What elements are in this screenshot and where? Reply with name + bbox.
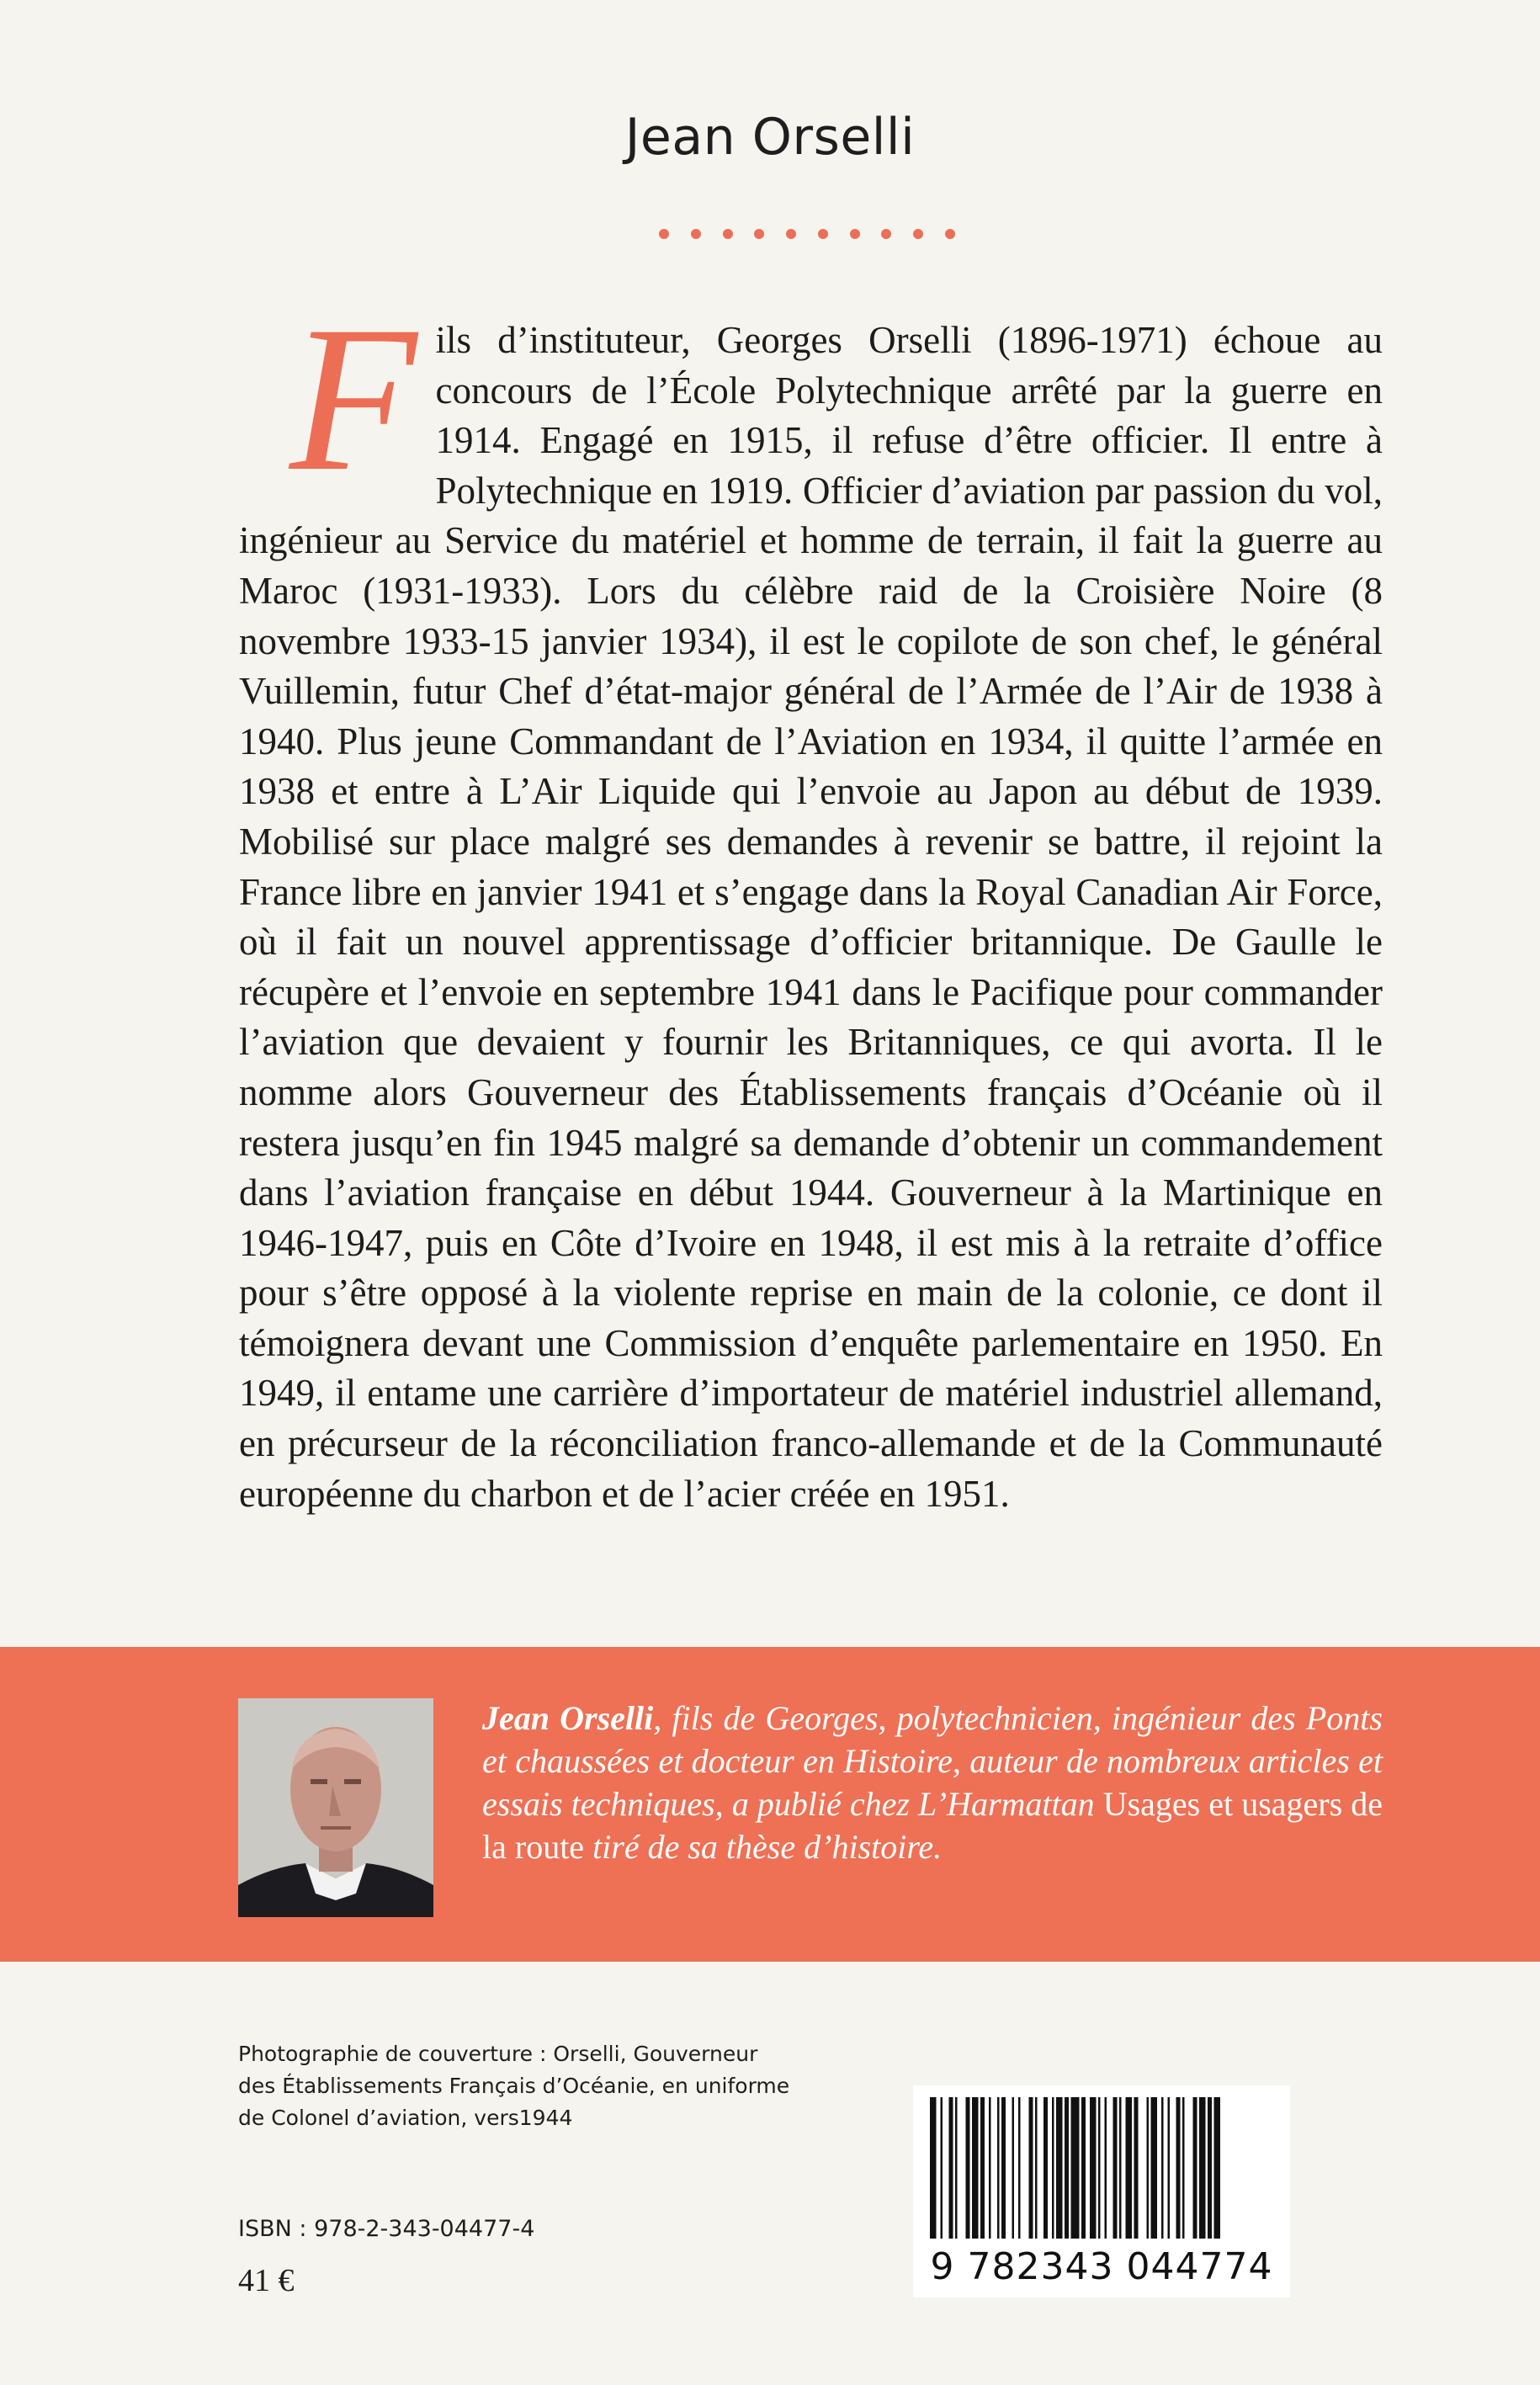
barcode-bar bbox=[1168, 2097, 1171, 2239]
blurb-text: ils d’instituteur, Georges Orselli (1896-1971) échoue au concours de l’École Polytechnique arrêté par la guerre en 1914. Engagé en 1915, il refuse d’être officier. Il entre à Polytechnique en 1919. Officier d’aviation par passion du vol, ingénieur au Service du matériel et homme de terrain, il fait la guerre au Maroc (1931-1933). Lors du célèbre raid de la Croisière Noire (8 novembre 1933-15 janvier 1934), il est le copilote de son chef, le général Vuillemin, futur Chef d’état-major général de l’Armée de l’Air de 1938 à 1940. Plus jeune Commandant de l’Aviation en 1934, il quitte l’armée en 1938 et entre à L’Air Liquide qui l’envoie au Japon au début de 1939. Mobilisé sur place malgré ses demandes à revenir se battre, il rejoint la France libre en janvier 1941 et s’engage dans la Royal Canadian Air Force, où il fait un nouvel apprentissage d’officier britannique. De Gaulle le récupère et l’envoie en septembre 1941 dans le Pacifique pour commander l’aviation que devaient y fournir les Britanniques, ce qui avorta. Il le nomme alors Gouverneur des Établissements français d’Océanie où il restera jusqu’en fin 1945 malgré sa demande d’obtenir un commandement dans l’aviation française en début 1944. Gouverneur à la Martinique en 1946-1947, puis en Côte d’Ivoire en 1948, il est mis à la retraite d’office pour s’être opposé à la violente reprise en main de la colonie, ce dont il témoignera devant une Commission d’enquête parlementaire en 1950. En 1949, il entame une carrière d’importateur de matériel industriel allemand, en précurseur de la réconciliation franco-allemande et de la Communauté européenne du charbon et de l’acier créée en 1951. bbox=[239, 319, 1383, 1515]
caption-line: des Établissements Français d’Océanie, en uniforme bbox=[238, 2074, 790, 2098]
back-cover-blurb bbox=[239, 283, 1383, 1519]
separator-dot bbox=[850, 229, 860, 239]
author-bio-text-2: tiré de sa thèse d’histoire. bbox=[584, 1828, 943, 1866]
barcode-bar bbox=[1119, 2097, 1122, 2239]
separator-dot bbox=[754, 229, 764, 239]
barcode-bar bbox=[1081, 2097, 1086, 2239]
barcode-bar bbox=[1052, 2097, 1054, 2239]
barcode-digits: 9 782343 044774 bbox=[930, 2245, 1273, 2288]
author-bio-text-1: , fils de Georges, polytechnicien, ingénieur des Ponts et chaussées et docteur en Histoire, auteur de nombreux articles et essais techniques, a publié chez L’Harmattan bbox=[482, 1699, 1383, 1823]
barcode-bar bbox=[1151, 2097, 1158, 2239]
barcode-bar bbox=[1147, 2097, 1150, 2239]
barcode-bar bbox=[1018, 2097, 1021, 2239]
author-bio bbox=[482, 1697, 1383, 1868]
barcode-bar bbox=[1043, 2097, 1048, 2239]
drop-cap: F bbox=[289, 283, 417, 514]
cover-photo-caption bbox=[238, 2038, 878, 2134]
barcode-bar bbox=[1199, 2097, 1206, 2239]
separator-dot bbox=[818, 229, 828, 239]
barcode-bar bbox=[1214, 2097, 1221, 2239]
barcode-bar bbox=[1071, 2097, 1080, 2239]
barcode-bar bbox=[1182, 2097, 1185, 2239]
barcode-bar bbox=[949, 2097, 953, 2239]
barcode-bar bbox=[989, 2097, 991, 2239]
barcode-bar bbox=[980, 2097, 985, 2239]
barcode-bar bbox=[1161, 2097, 1164, 2239]
separator-dot bbox=[691, 229, 701, 239]
barcode-bar bbox=[1065, 2097, 1069, 2239]
author-bio-name: Jean Orselli bbox=[482, 1699, 654, 1737]
barcode-bar bbox=[1176, 2097, 1181, 2239]
separator-dot bbox=[659, 229, 669, 239]
price: 41 € bbox=[238, 2263, 295, 2298]
barcode-bar bbox=[1126, 2097, 1133, 2239]
barcode-bar bbox=[1134, 2097, 1139, 2239]
barcode-bar bbox=[1001, 2097, 1006, 2239]
barcode-bar bbox=[1098, 2097, 1101, 2239]
barcode-bar bbox=[972, 2097, 979, 2239]
barcode-bar bbox=[1035, 2097, 1038, 2239]
barcode-bar bbox=[1105, 2097, 1107, 2239]
dot-separator bbox=[659, 226, 955, 242]
separator-dot bbox=[913, 229, 923, 239]
barcode-bar bbox=[941, 2097, 943, 2239]
author-photo bbox=[238, 1698, 433, 1917]
barcode-bar bbox=[1056, 2097, 1063, 2239]
barcode-bar bbox=[955, 2097, 958, 2239]
barcode-bar bbox=[1208, 2097, 1212, 2239]
separator-dot bbox=[723, 229, 733, 239]
barcode-bar bbox=[1029, 2097, 1033, 2239]
barcode-bar bbox=[1193, 2097, 1197, 2239]
barcode-bar bbox=[1012, 2097, 1015, 2239]
barcode-bar bbox=[930, 2097, 937, 2239]
barcode-bar bbox=[966, 2097, 970, 2239]
barcode-bar bbox=[1090, 2097, 1097, 2239]
isbn: ISBN : 978-2-343-04477-4 bbox=[238, 2216, 535, 2242]
barcode-bar bbox=[997, 2097, 1000, 2239]
caption-line: de Colonel d’aviation, vers1944 bbox=[238, 2106, 573, 2130]
separator-dot bbox=[786, 229, 796, 239]
separator-dot bbox=[945, 229, 955, 239]
separator-dot bbox=[881, 229, 891, 239]
author-bio-book-title: Usages et usagers de la route bbox=[482, 1785, 1383, 1866]
barcode-bar bbox=[1113, 2097, 1118, 2239]
author-title: Jean Orselli bbox=[624, 108, 916, 167]
caption-line: Photographie de couverture : Orselli, Gouverneur bbox=[238, 2042, 758, 2066]
